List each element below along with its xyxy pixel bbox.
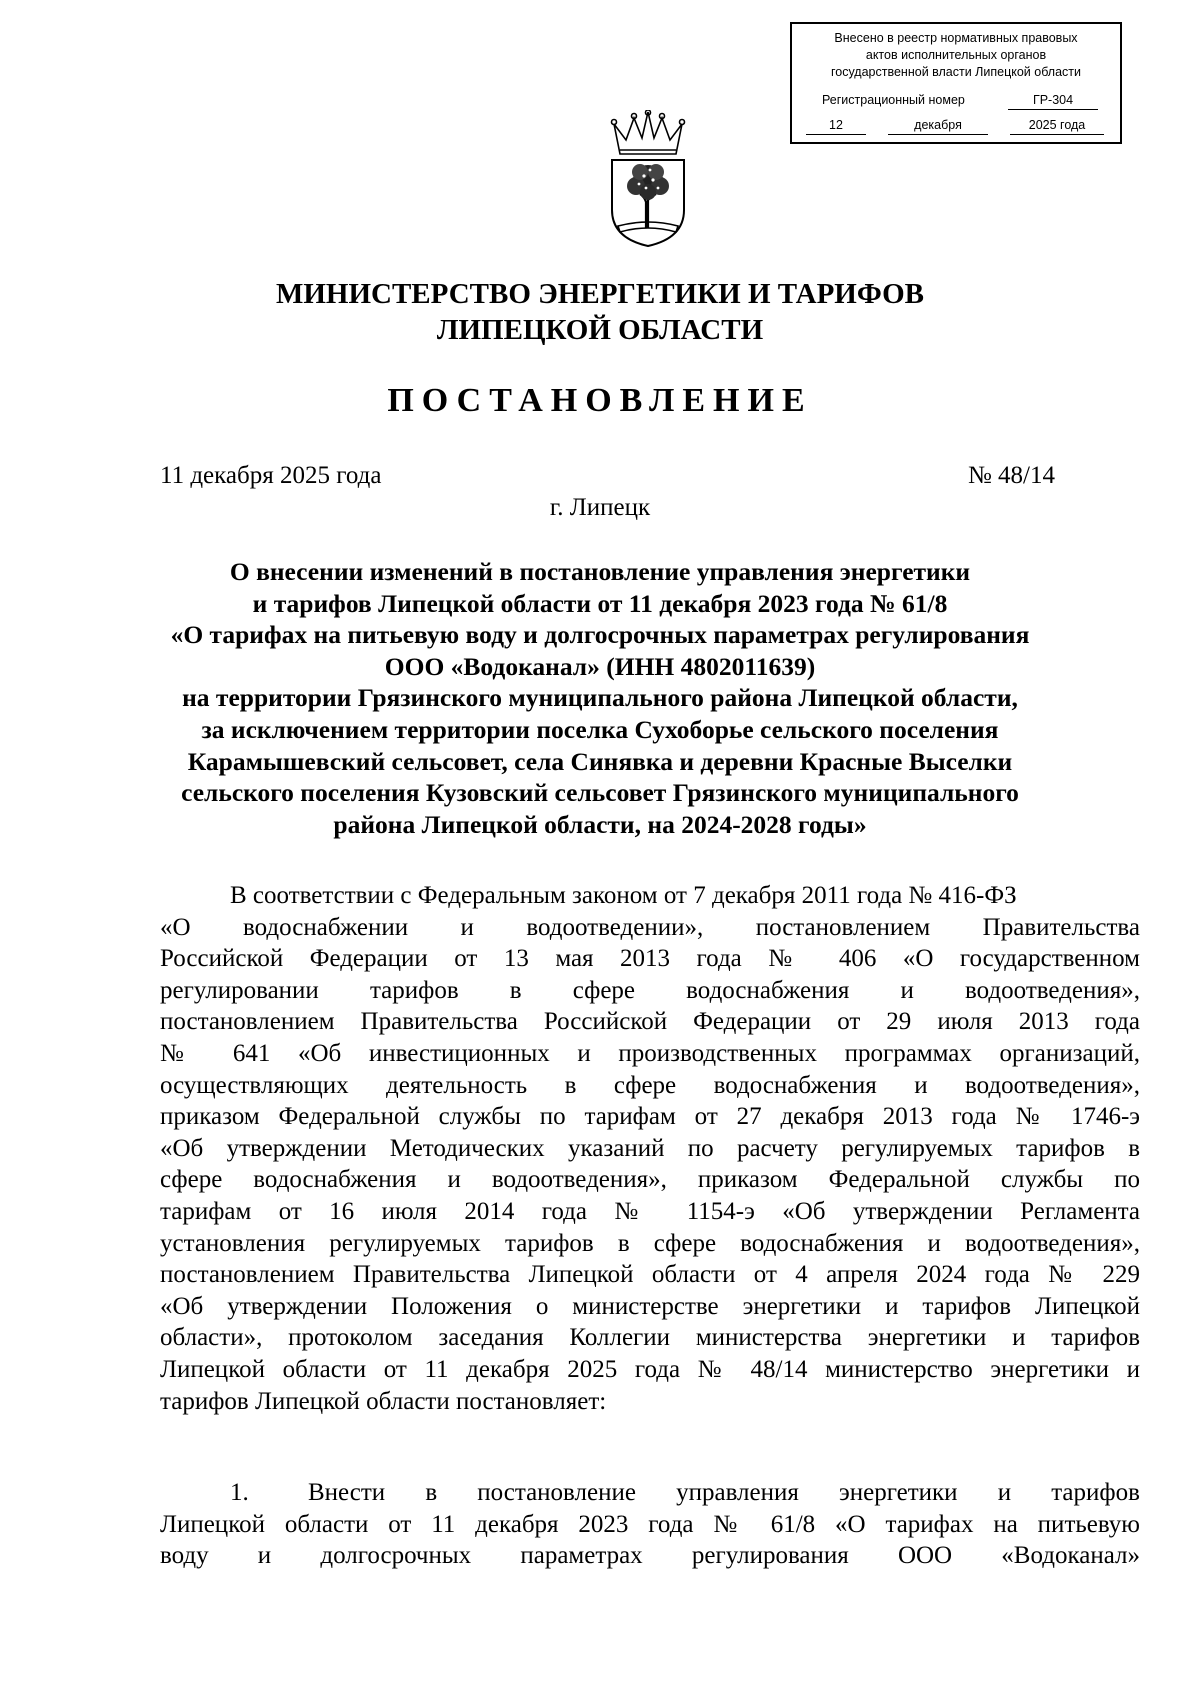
stamp-year: 2025 года [1010, 117, 1104, 135]
title-line: района Липецкой области, на 2024-2028 годы» [333, 809, 867, 839]
word: в [425, 1479, 438, 1506]
stamp-line: Внесено в реестр нормативных правовых [834, 31, 1078, 45]
paragraph-line: В соответствии с Федеральным законом от 7 декабря 2011 года № 416-ФЗ [230, 882, 1017, 909]
word: тарифов [1051, 1479, 1140, 1506]
title-line: за исключением территории поселка Сухоборье сельского поселения [201, 714, 999, 744]
paragraph-line: воду и долгосрочных параметрах регулирования ООО «Водоканал» [160, 1542, 1140, 1570]
paragraph-line: постановлением Правительства Липецкой области от 4 апреля 2024 года № 229 [160, 1261, 1140, 1289]
item-1-paragraph [160, 1477, 1140, 1572]
preamble-paragraph [160, 880, 1140, 1417]
lipetsk-coat-of-arms-icon [606, 110, 690, 248]
document-title [150, 556, 1050, 840]
paragraph-line: № 641 «Об инвестиционных и производственных программах организаций, [160, 1039, 1140, 1067]
item-number: 1. [230, 1479, 249, 1506]
paragraph-line: сфере водоснабжения и водоотведения», приказом Федеральной службы по [160, 1166, 1140, 1194]
document-city: г. Липецк [549, 494, 651, 521]
title-line: сельского поселения Кузовский сельсовет Грязинского муниципального [181, 778, 1019, 808]
word: энергетики [839, 1479, 958, 1506]
word: и [997, 1479, 1012, 1506]
document-number: № 48/14 [967, 462, 1055, 489]
paragraph-line: Липецкой области от 11 декабря 2025 года № 48/14 министерство энергетики и [160, 1355, 1140, 1383]
ministry-line: ЛИПЕЦКОЙ ОБЛАСТИ [436, 314, 764, 346]
paragraph-line: приказом Федеральной службы по тарифам от 27 декабря 2013 года № 1746-э [160, 1103, 1140, 1131]
paragraph-line: «Об утверждении Методических указаний по расчету регулируемых тарифов в [160, 1134, 1140, 1162]
stamp-line: актов исполнительных органов [865, 48, 1047, 62]
paragraph-line: Липецкой области от 11 декабря 2023 года № 61/8 «О тарифах на питьевую [160, 1510, 1140, 1538]
paragraph-line [160, 1477, 1140, 1509]
word: постановление [477, 1479, 636, 1506]
document-type: ПОСТАНОВЛЕНИЕ [387, 382, 813, 419]
ministry-name [0, 276, 1200, 348]
word: управления [676, 1479, 799, 1506]
paragraph-line: постановлением Правительства Российской Федерации от 29 июля 2013 года [160, 1008, 1140, 1036]
paragraph-line: тарифам от 16 июля 2014 года № 1154-э «Об утверждении Регламента [160, 1197, 1140, 1225]
stamp-line: государственной власти Липецкой области [830, 65, 1082, 79]
title-line: «О тарифах на питьевую воду и долгосрочных параметрах регулирования [170, 620, 1030, 650]
paragraph-line: установления регулируемых тарифов в сфере водоснабжения и водоотведения», [160, 1229, 1140, 1257]
title-line: на территории Грязинского муниципального района Липецкой области, [182, 683, 1018, 713]
stamp-reg-number: ГР-304 [1008, 92, 1098, 110]
registry-stamp [790, 22, 1122, 144]
paragraph-line: Российской Федерации от 13 мая 2013 года № 406 «О государственном [160, 945, 1140, 973]
stamp-date-row [792, 117, 1120, 135]
document-date: 11 декабря 2025 года [160, 462, 382, 489]
stamp-month: декабря [888, 117, 988, 135]
title-line: О внесении изменений в постановление управления энергетики [229, 557, 971, 586]
paragraph-line: осуществляющих деятельность в сфере водоснабжения и водоотведения», [160, 1071, 1140, 1099]
stamp-reg-label: Регистрационный номер [822, 93, 965, 107]
item-first-line [308, 1477, 1140, 1509]
title-line: ООО «Водоканал» (ИНН 4802011639) [384, 651, 816, 681]
paragraph-line: области», протоколом заседания Коллегии министерства энергетики и тарифов [160, 1324, 1140, 1352]
ministry-line: МИНИСТЕРСТВО ЭНЕРГЕТИКИ И ТАРИФОВ [275, 278, 925, 310]
title-line: и тарифов Липецкой области от 11 декабря 2023 года № 61/8 [252, 588, 948, 618]
stamp-day: 12 [806, 117, 866, 135]
paragraph-line: тарифов Липецкой области постановляет: [160, 1387, 607, 1415]
title-line: Карамышевский сельсовет, села Синявка и деревни Красные Выселки [187, 746, 1013, 776]
word: Внести [308, 1479, 386, 1506]
paragraph-line: «О водоснабжении и водоотведении», постановлением Правительства [160, 913, 1140, 941]
stamp-registration-row [792, 92, 1120, 110]
paragraph-line: регулировании тарифов в сфере водоснабжения и водоотведения», [160, 976, 1140, 1004]
paragraph-line: «Об утверждении Положения о министерстве энергетики и тарифов Липецкой [160, 1292, 1140, 1320]
